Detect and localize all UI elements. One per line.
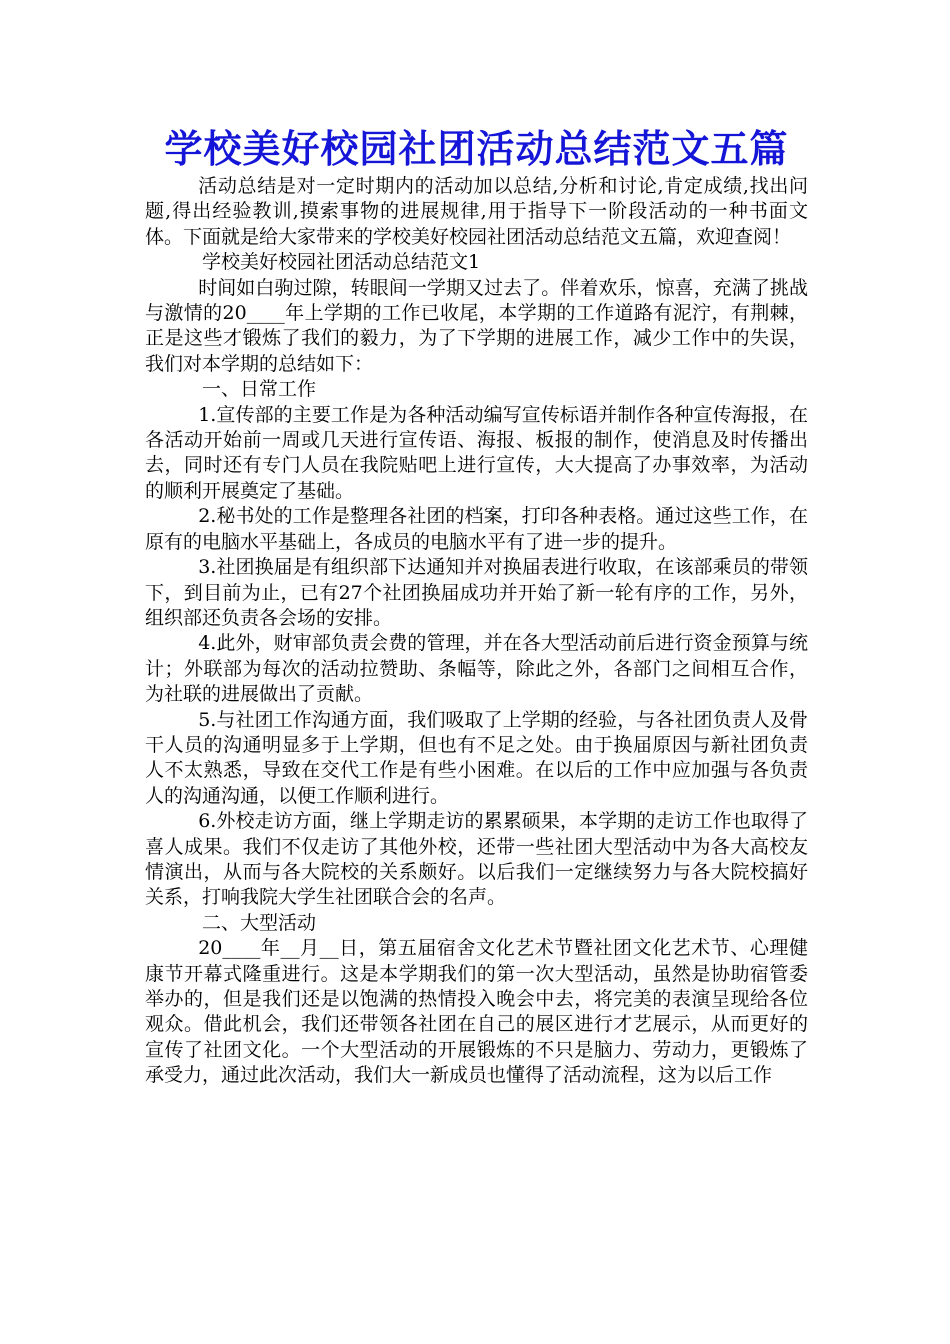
body-paragraph: 20____年__月__日，第五届宿舍文化艺术节暨社团文化艺术节、心理健康节开幕式隆重进行。这是本学期我们的第一次大型活动，虽然是协助宿管委举办的，但是我们还是以饱满的热情投入晚会中去，将完美的表演呈现给各位观众。借此机会，我们还带领各社团在自己的展区进行才艺展示，从而更好的宣传了社团文化。一个大型活动的开展锻炼的不只是脑力、劳动力，更锻炼了承受力，通过此次活动，我们大一新成员也懂得了活动流程，这为以后工作: [145, 937, 808, 1087]
subtitle-heading: 学校美好校园社团活动总结范文1: [202, 251, 481, 274]
section-heading: 一、日常工作: [202, 378, 317, 401]
body-paragraph: 3.社团换届是有组织部下达通知并对换届表进行收取，在该部乘员的带领下，到目前为止，已有27个社团换届成功并开始了新一轮有序的工作，另外，组织部还负责各会场的安排。: [145, 556, 808, 629]
document-title: 学校美好校园社团活动总结范文五篇: [164, 126, 789, 171]
document-body: [145, 174, 808, 1089]
body-paragraph: 2.秘书处的工作是整理各社团的档案，打印各种表格。通过这些工作，在原有的电脑水平基础上，各成员的电脑水平有了进一步的提升。: [145, 505, 808, 553]
intro-paragraph: 活动总结是对一定时期内的活动加以总结,分析和讨论,肯定成绩,找出问题,得出经验教训,摸索事物的进展规律,用于指导下一阶段活动的一种书面文体。下面就是给大家带来的学校美好校园社团活动总结范文五篇，欢迎查阅！: [145, 175, 808, 248]
body-paragraph: 4.此外，财审部负责会费的管理，并在各大型活动前后进行资金预算与统计；外联部为每次的活动拉赞助、条幅等，除此之外，各部门之间相互合作，为社联的进展做出了贡献。: [145, 632, 808, 706]
body-paragraph: 1.宣传部的主要工作是为各种活动编写宣传标语并制作各种宣传海报，在各活动开始前一周或几天进行宣传语、海报、板报的制作，使消息及时传播出去，同时还有专门人员在我院贴吧上进行宣传，大大提高了办事效率，为活动的顺利开展奠定了基础。: [145, 403, 808, 502]
body-paragraph: 时间如白驹过隙，转眼间一学期又过去了。伴着欢乐，惊喜，充满了挑战与激情的20____年上学期的工作已收尾，本学期的工作道路有泥泞，有荆棘，正是这些才锻炼了我们的毅力，为了下学期的进展工作，减少工作中的失误，我们对本学期的总结如下：: [145, 276, 808, 375]
section-heading: 二、大型活动: [202, 911, 317, 934]
body-paragraph: 5.与社团工作沟通方面，我们吸取了上学期的经验，与各社团负责人及骨干人员的沟通明显多于上学期，但也有不足之处。由于换届原因与新社团负责人不太熟悉，导致在交代工作是有些小困难。在以后的工作中应加强与各负责人的沟通沟通，以便工作顺利进行。: [145, 708, 808, 807]
body-paragraph: 6.外校走访方面，继上学期走访的累累硕果，本学期的走访工作也取得了喜人成果。我们不仅走访了其他外校，还带一些社团大型活动中为各大高校友情演出，从而与各大院校的关系颇好。以后我们一定继续努力与各大院校搞好关系，打响我院大学生社团联合会的名声。: [145, 810, 808, 909]
